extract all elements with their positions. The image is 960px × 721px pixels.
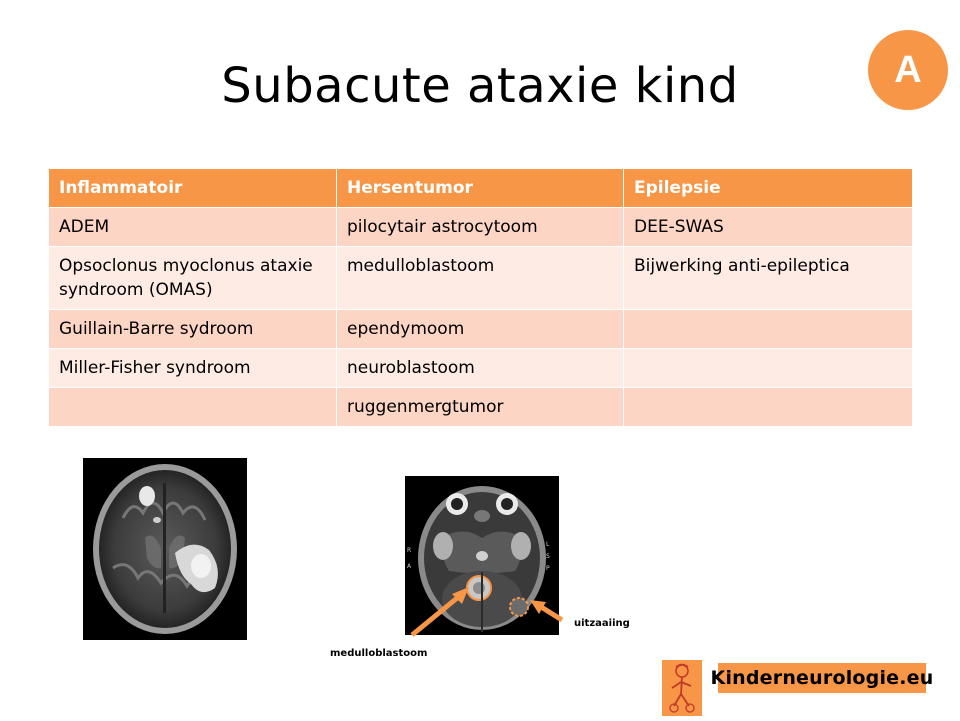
- scan-marker-a: A: [407, 563, 412, 570]
- logo-text: Kinderneurologie.eu: [710, 667, 934, 689]
- header-inflammatoir: Inflammatoir: [49, 169, 337, 208]
- scan-marker-s: S: [546, 553, 550, 560]
- site-logo: [710, 663, 934, 693]
- slide-title: Subacute ataxie kind: [221, 58, 739, 114]
- table-cell: Bijwerking anti-epileptica: [624, 247, 913, 310]
- differential-table: [48, 168, 913, 427]
- table-cell: Miller-Fisher syndroom: [49, 349, 337, 388]
- table-cell: neuroblastoom: [337, 349, 624, 388]
- table-row: [49, 388, 913, 427]
- mri-image-medulloblastoom: [405, 476, 559, 635]
- table-cell: Guillain-Barre sydroom: [49, 310, 337, 349]
- table-cell: pilocytair astrocytoom: [337, 208, 624, 247]
- table-cell: [624, 388, 913, 427]
- table-cell: ADEM: [49, 208, 337, 247]
- table-cell: [624, 310, 913, 349]
- caption-uitzaaiing: uitzaaiing: [574, 618, 630, 629]
- table-row: [49, 208, 913, 247]
- table-cell: ependymoom: [337, 310, 624, 349]
- table-cell: Opsoclonus myoclonus ataxie syndroom (OMAS): [49, 247, 337, 310]
- table-row: [49, 247, 913, 310]
- table-cell: [624, 349, 913, 388]
- section-badge: A: [868, 30, 948, 110]
- table-row: [49, 349, 913, 388]
- scan-marker-p: P: [546, 565, 550, 572]
- table-cell: DEE-SWAS: [624, 208, 913, 247]
- table-row: [49, 310, 913, 349]
- table-cell: [49, 388, 337, 427]
- table-cell: ruggenmergtumor: [337, 388, 624, 427]
- scan-marker-l: L: [546, 541, 550, 548]
- header-epilepsie: Epilepsie: [624, 169, 913, 208]
- table-cell: medulloblastoom: [337, 247, 624, 310]
- scan-marker-r: R: [407, 547, 412, 554]
- caption-medulloblastoom: medulloblastoom: [330, 648, 428, 659]
- header-hersentumor: Hersentumor: [337, 169, 624, 208]
- mri-image-adem: [83, 458, 247, 640]
- table-header-row: [49, 169, 913, 208]
- child-figure-icon: [662, 660, 702, 716]
